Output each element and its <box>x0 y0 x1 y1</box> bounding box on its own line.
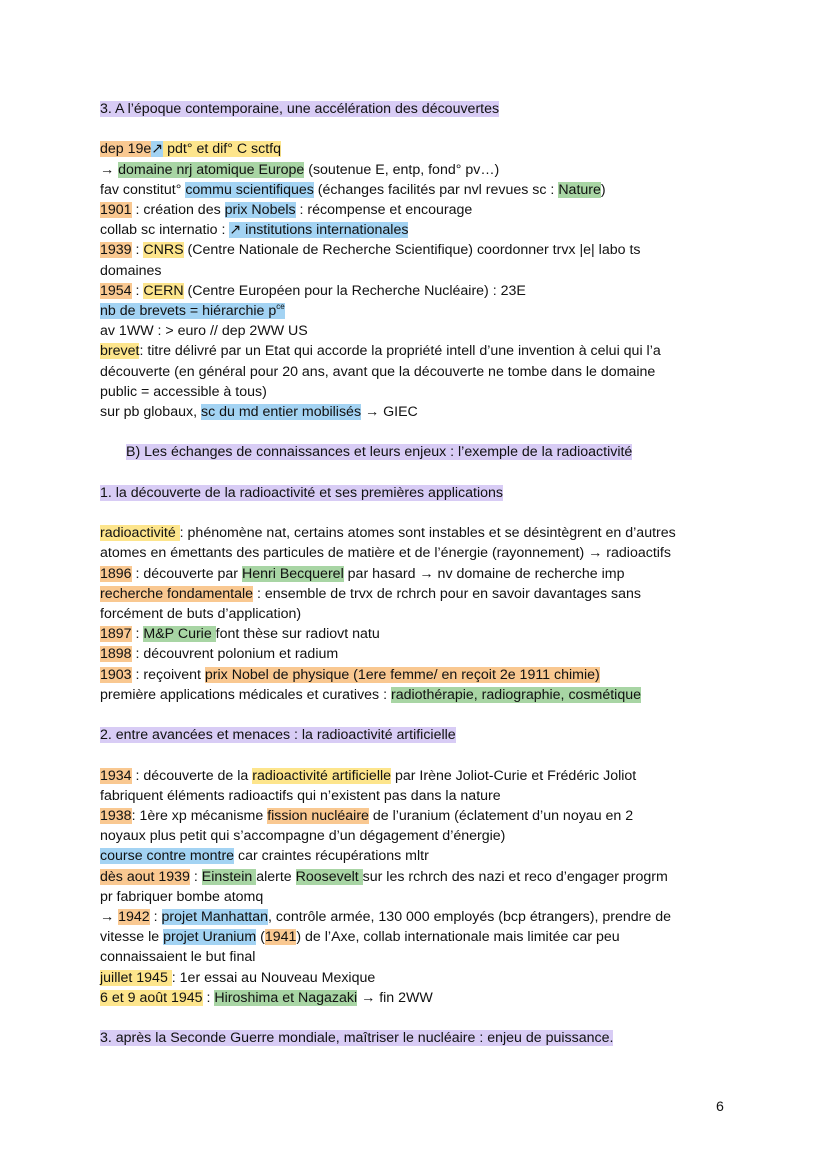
section-heading: 1. la découverte de la radioactivité et ses premières applications <box>100 484 503 501</box>
document-body <box>100 99 740 1048</box>
note-line: 1901 : création des prix Nobels : récompense et encourage <box>100 202 473 218</box>
note-line: connaissaient le but final <box>100 949 256 966</box>
page-number: 6 <box>716 1099 724 1115</box>
note-line: radioactivité : phénomène nat, certains atomes sont instables et se désintègrent en d’autres <box>100 525 676 542</box>
note-line: juillet 1945 : 1er essai au Nouveau Mexique <box>100 969 376 986</box>
note-line: vitesse le projet Uranium (1941) de l’Axe, collab internationale mais limitée car peu <box>100 929 620 946</box>
note-line: 1903 : reçoivent prix Nobel de physique (1ere femme/ en reçoit 2e 1911 chimie) <box>100 666 600 683</box>
section-heading: 3. après la Seconde Guerre mondiale, maîtriser le nucléaire : enjeu de puissance. <box>100 1030 614 1047</box>
note-line: pr fabriquer bombe atomq <box>100 888 264 905</box>
note-line: 1939 : CNRS (Centre Nationale de Recherche Scientifique) coordonner trvx |e| labo ts <box>100 242 641 259</box>
note-line: public = accessible à tous) <box>100 383 267 400</box>
note-line: forcément de buts d’application) <box>100 606 302 623</box>
note-line: fav constitut° commu scientifiques (échanges facilités par nvl revues sc : Nature) <box>100 181 606 198</box>
note-line: 1896 : découverte par Henri Becquerel par hasard → nv domaine de recherche imp <box>100 565 625 582</box>
section-heading: 3. A l’époque contemporaine, une accélération des découvertes <box>100 101 500 117</box>
note-line: 1954 : CERN (Centre Européen pour la Recherche Nucléaire) : 23E <box>100 282 526 299</box>
note-line: 1898 : découvrent polonium et radium <box>100 646 339 663</box>
note-line: domaines <box>100 262 162 279</box>
note-line: → domaine nrj atomique Europe (soutenue E, entp, fond° pv…) <box>100 161 500 178</box>
note-line: → 1942 : projet Manhattan, contrôle armée, 130 000 employés (bcp étrangers), prendre de <box>100 909 672 926</box>
note-line: atomes en émettants des particules de matière et de l’énergie (rayonnement) → radioactifs <box>100 545 671 562</box>
note-line: 6 et 9 août 1945 : Hiroshima et Nagazaki → fin 2WW <box>100 989 433 1006</box>
note-line: dès aout 1939 : Einstein alerte Roosevelt sur les rchrch des nazi et reco d’engager progrm <box>100 868 668 885</box>
note-line: av 1WW : > euro // dep 2WW US <box>100 323 308 340</box>
note-line: sur pb globaux, sc du md entier mobilisés → GIEC <box>100 404 418 421</box>
note-line: découverte (en général pour 20 ans, avant que la découverte ne tombe dans le domaine <box>100 363 656 380</box>
note-line: première applications médicales et curatives : radiothérapie, radiographie, cosmétique <box>100 686 641 703</box>
section-heading: B) Les échanges de connaissances et leurs enjeux : l’exemple de la radioactivité <box>126 444 633 461</box>
section-heading: 2. entre avancées et menaces : la radioactivité artificielle <box>100 727 456 744</box>
note-line: nb de brevets = hiérarchie $p^{ce}$ <box>100 302 285 320</box>
note-line: noyaux plus petit qui s’accompagne d’un dégagement d’énergie) <box>100 828 506 845</box>
note-line: brevet: titre délivré par un Etat qui accorde la propriété intell d’une invention à celui qui l’a <box>100 343 661 360</box>
note-line: dep 19e↗ pdt° et dif° C sctfq <box>100 141 281 158</box>
note-line: collab sc internatio : ↗ institutions internationales <box>100 222 409 239</box>
note-line: 1897 : M&P Curie font thèse sur radiovt natu <box>100 626 380 643</box>
note-line: 1938: 1ère xp mécanisme fission nucléaire de l’uranium (éclatement d’un noyau en 2 <box>100 808 634 825</box>
note-line: fabriquent éléments radioactifs qui n’existent pas dans la nature <box>100 787 501 804</box>
note-line: recherche fondamentale : ensemble de trvx de rchrch pour en savoir davantages sans <box>100 585 642 602</box>
note-line: course contre montre car craintes récupérations mltr <box>100 848 429 865</box>
note-line: 1934 : découverte de la radioactivité artificielle par Irène Joliot-Curie et Frédéric Joliot <box>100 767 637 784</box>
